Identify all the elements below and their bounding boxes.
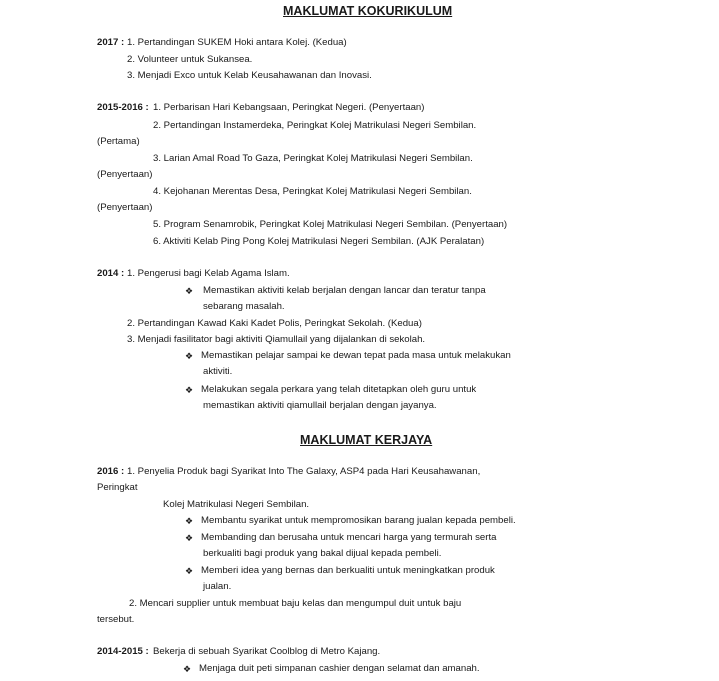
list-item: 5. Program Senamrobik, Peringkat Kolej Matrikulasi Negeri Sembilan. (Penyertaan) xyxy=(153,219,508,230)
list-item: 3. Menjadi fasilitator bagi aktiviti Qiamullail yang dijalankan di sekolah. xyxy=(127,334,426,345)
bullet-text-continuation: aktiviti. xyxy=(203,366,233,377)
bullet-text: Membantu syarikat untuk mempromosikan barang jualan kepada pembeli. xyxy=(201,515,516,526)
list-item: Bekerja di sebuah Syarikat Coolblog di Metro Kajang. xyxy=(153,646,381,657)
year-2017: 2017 : xyxy=(97,37,125,48)
bullet-text: Menjaga duit peti simpanan cashier dengan selamat dan amanah. xyxy=(199,663,480,674)
list-item: 3. Larian Amal Road To Gaza, Peringkat Kolej Matrikulasi Negeri Sembilan. xyxy=(153,153,473,164)
diamond-bullet-icon: ❖ xyxy=(185,566,194,576)
diamond-bullet-icon: ❖ xyxy=(185,385,194,395)
kerjaya-title: MAKLUMAT KERJAYA xyxy=(300,433,433,447)
list-item-continuation: (Penyertaan) xyxy=(97,202,153,213)
list-item: 2. Pertandingan Kawad Kaki Kadet Polis, Peringkat Sekolah. (Kedua) xyxy=(127,318,422,329)
bullet-text: Melakukan segala perkara yang telah ditetapkan oleh guru untuk xyxy=(201,384,477,395)
bullet-text: Memastikan pelajar sampai ke dewan tepat pada masa untuk melakukan xyxy=(201,350,511,361)
bullet-text-continuation: berkualiti bagi produk yang bakal dijual kepada pembeli. xyxy=(203,548,442,559)
year-2014-2015: 2014-2015 : xyxy=(97,646,149,657)
list-item: 1. Pertandingan SUKEM Hoki antara Kolej. (Kedua) xyxy=(127,37,347,48)
list-item: 1. Penyelia Produk bagi Syarikat Into The Galaxy, ASP4 pada Hari Keusahawanan, xyxy=(127,466,481,477)
year-2014: 2014 : xyxy=(97,268,125,279)
list-item: 6. Aktiviti Kelab Ping Pong Kolej Matrikulasi Negeri Sembilan. (AJK Peralatan) xyxy=(153,236,485,247)
diamond-bullet-icon: ❖ xyxy=(185,351,194,361)
diamond-bullet-icon: ❖ xyxy=(185,286,194,296)
list-item-continuation: tersebut. xyxy=(97,614,135,625)
list-item: 1. Pengerusi bagi Kelab Agama Islam. xyxy=(127,268,290,279)
list-item-continuation: (Pertama) xyxy=(97,136,140,147)
kokurikulum-title: MAKLUMAT KOKURIKULUM xyxy=(283,4,453,18)
list-item: 4. Kejohanan Merentas Desa, Peringkat Kolej Matrikulasi Negeri Sembilan. xyxy=(153,186,472,197)
list-item: 2. Pertandingan Instamerdeka, Peringkat Kolej Matrikulasi Negeri Sembilan. xyxy=(153,120,477,131)
list-item: 1. Perbarisan Hari Kebangsaan, Peringkat Negeri. (Penyertaan) xyxy=(153,102,425,113)
list-item-continuation: (Penyertaan) xyxy=(97,169,153,180)
list-item: 2. Mencari supplier untuk membuat baju kelas dan mengumpul duit untuk baju xyxy=(129,598,462,609)
bullet-text-continuation: memastikan aktiviti qiamullail berjalan dengan jayanya. xyxy=(203,400,437,411)
year-2015-2016: 2015-2016 : xyxy=(97,102,149,113)
bullet-text-continuation: jualan. xyxy=(203,581,232,592)
list-item-continuation: Kolej Matrikulasi Negeri Sembilan. xyxy=(163,499,310,510)
list-item-continuation: Peringkat xyxy=(97,482,138,493)
diamond-bullet-icon: ❖ xyxy=(183,664,192,674)
year-2016: 2016 : xyxy=(97,466,125,477)
bullet-text: Memberi idea yang bernas dan berkualiti untuk meningkatkan produk xyxy=(201,565,495,576)
bullet-text-continuation: sebarang masalah. xyxy=(203,301,285,312)
list-item: 3. Menjadi Exco untuk Kelab Keusahawanan dan Inovasi. xyxy=(127,70,372,81)
bullet-text: Memastikan aktiviti kelab berjalan dengan lancar dan teratur tanpa xyxy=(203,285,486,296)
list-item: 2. Volunteer untuk Sukansea. xyxy=(127,54,253,65)
diamond-bullet-icon: ❖ xyxy=(185,516,194,526)
bullet-text: Membanding dan berusaha untuk mencari harga yang termurah serta xyxy=(201,532,497,543)
diamond-bullet-icon: ❖ xyxy=(185,533,194,543)
